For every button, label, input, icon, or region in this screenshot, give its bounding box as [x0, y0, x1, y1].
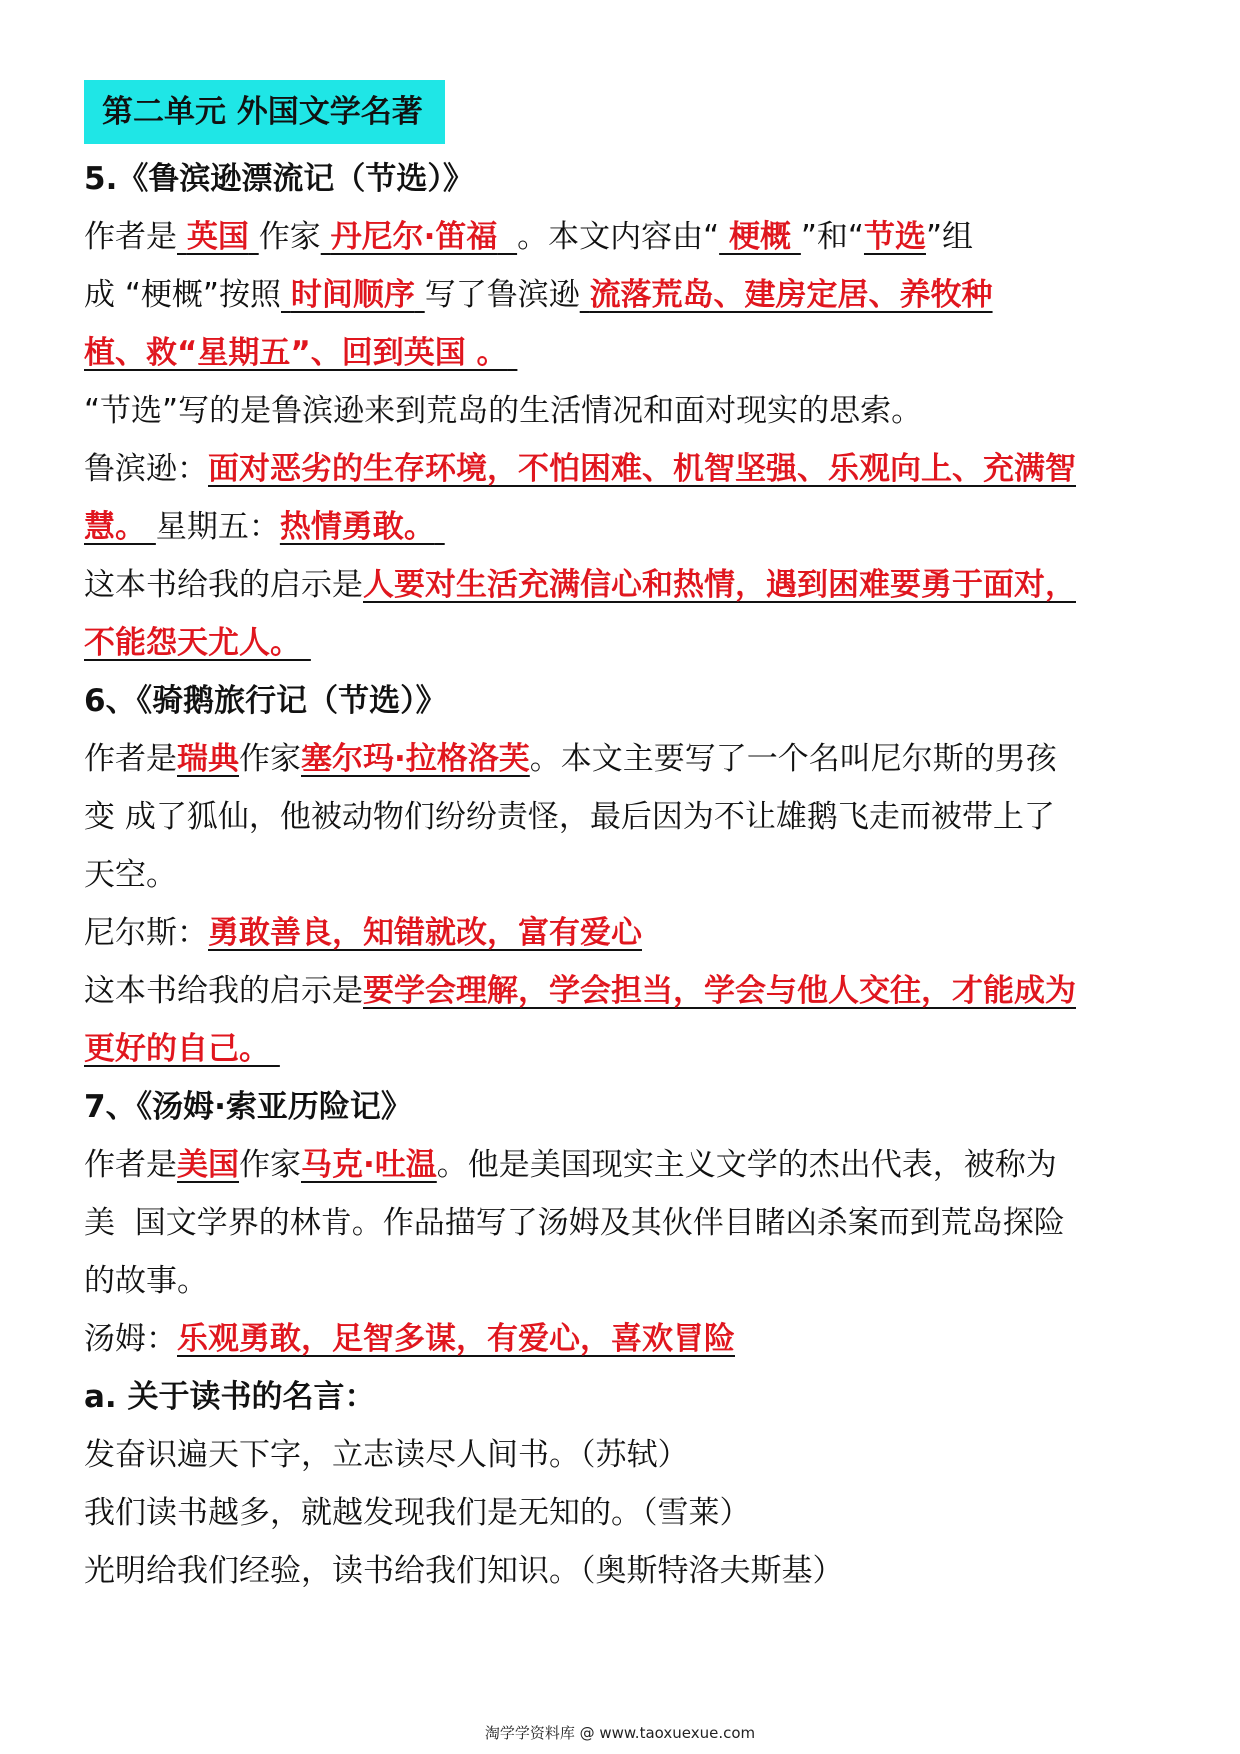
answer-author: 马克·吐温 — [301, 1147, 437, 1183]
quotes-heading: a. 关于读书的名言： — [84, 1379, 376, 1415]
section-6-line-2: 变 成了狐仙，他被动物们纷纷责怪，最后因为不让雄鹅飞走而被带上了 — [84, 799, 1055, 835]
quote-1: 发奋识遍天下字，立志读尽人间书。（苏轼） — [84, 1437, 689, 1473]
answer-lesson: 人要对生活充满信心和热情，遇到困难要勇于面对， — [363, 567, 1076, 603]
section-5-line-3 — [84, 324, 1160, 382]
answer-author: 塞尔玛·拉格洛芙 — [301, 741, 530, 777]
section-5-line-2: 成 “梗概”按照 时间顺序 写了鲁滨逊 流落荒岛、建房定居、养牧种 — [84, 277, 993, 313]
section-5-line-6: 慧。 星期五：热情勇敢。 — [84, 509, 435, 545]
quote-3: 光明给我们经验，读书给我们知识。（奥斯特洛夫斯基） — [84, 1553, 844, 1589]
answer-country: 瑞典 — [177, 741, 239, 777]
footer-watermark: 淘学学资料库 @ www.taoxuexue.com — [484, 1724, 756, 1742]
answer-part-a: 梗概 — [729, 219, 791, 255]
section-6-line-3: 天空。 — [84, 857, 177, 893]
section-5-line-8: 不能怨天尤人。 — [84, 625, 301, 661]
unit-title: 第二单元 外国文学名著 — [84, 80, 445, 144]
section-5-line-5: 鲁滨逊：面对恶劣的生存环境，不怕困难、机智坚强、乐观向上、充满智 — [84, 451, 1076, 487]
answer-events-cont: 植、救“星期五”、回到英国 。 — [84, 335, 508, 371]
answer-country: 美国 — [177, 1147, 239, 1183]
section-5-heading: 5.《鲁滨逊漂流记（节选）》 — [84, 161, 474, 197]
document-page — [84, 80, 1160, 1600]
answer-trait-nils: 勇敢善良，知错就改，富有爱心 — [208, 915, 642, 951]
section-6-line-4: 尼尔斯：勇敢善良，知错就改，富有爱心 — [84, 915, 642, 951]
section-6-line-6: 更好的自己。 — [84, 1031, 270, 1067]
quote-2: 我们读书越多，就越发现我们是无知的。（雪莱） — [84, 1495, 751, 1531]
section-7-line-1: 作者是美国作家马克·吐温。他是美国现实主义文学的杰出代表，被称为 — [84, 1147, 1057, 1183]
answer-trait-friday: 热情勇敢。 — [279, 509, 435, 545]
section-6-line-5: 这本书给我的启示是要学会理解，学会担当，学会与他人交往，才能成为 — [84, 973, 1076, 1009]
answer-trait-robinson: 面对恶劣的生存环境，不怕困难、机智坚强、乐观向上、充满智 — [208, 451, 1076, 487]
section-7-line-2: 美 国文学界的林肯。作品描写了汤姆及其伙伴目睹凶杀案而到荒岛探险 — [84, 1205, 1065, 1241]
section-7-heading: 7、《汤姆·索亚历险记》 — [84, 1089, 412, 1125]
answer-events: 流落荒岛、建房定居、养牧种 — [589, 277, 993, 313]
answer-author: 丹尼尔·笛福 — [330, 219, 498, 255]
answer-order: 时间顺序 — [290, 277, 415, 313]
answer-country: 英国 — [186, 219, 249, 255]
section-7-line-4: 汤姆：乐观勇敢，足智多谋，有爱心，喜欢冒险 — [84, 1321, 735, 1357]
section-5-line-1: 作者是 英国 作家 丹尼尔·笛福 。本文内容由“ 梗概 ”和“节选”组 — [84, 219, 974, 255]
answer-trait-tom: 乐观勇敢，足智多谋，有爱心，喜欢冒险 — [177, 1321, 735, 1357]
section-5-line-4: “节选”写的是鲁滨逊来到荒岛的生活情况和面对现实的思索。 — [84, 393, 923, 429]
section-5-line-7: 这本书给我的启示是人要对生活充满信心和热情，遇到困难要勇于面对， — [84, 567, 1076, 603]
section-6-heading: 6、《骑鹅旅行记（节选）》 — [84, 683, 447, 719]
section-7-line-3: 的故事。 — [84, 1263, 208, 1299]
answer-lesson: 要学会理解，学会担当，学会与他人交往，才能成为 — [363, 973, 1076, 1009]
section-6-line-1: 作者是瑞典作家塞尔玛·拉格洛芙。本文主要写了一个名叫尼尔斯的男孩 — [84, 741, 1057, 777]
answer-part-b: 节选 — [863, 219, 926, 255]
